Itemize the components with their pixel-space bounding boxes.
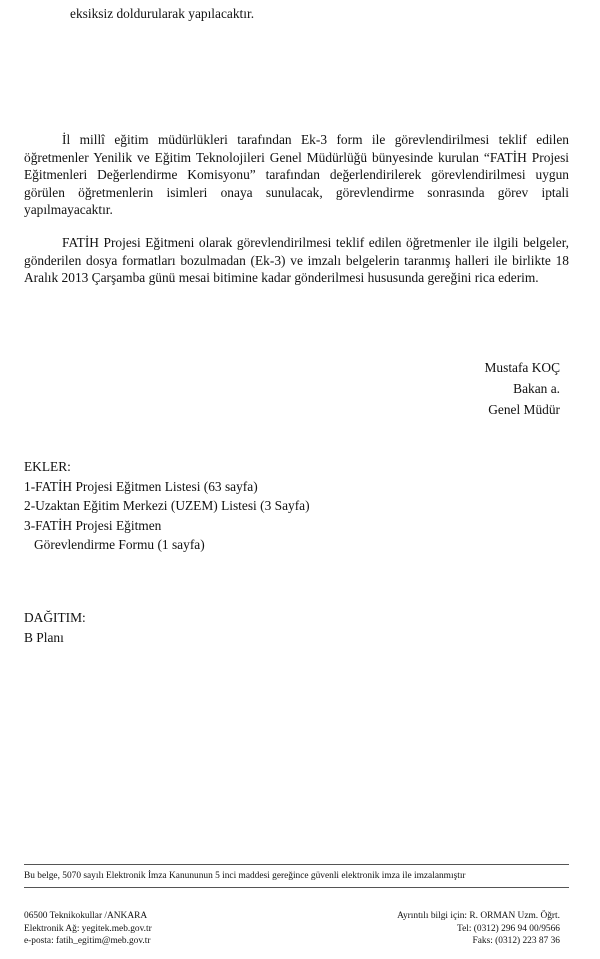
footer-divider-bottom xyxy=(24,887,569,888)
signatory-name: Mustafa KOÇ xyxy=(484,360,560,375)
footer-web: Elektronik Ağ: yegitek.meb.gov.tr xyxy=(24,923,152,934)
footer-phone: Tel: (0312) 296 94 00/9566 xyxy=(457,923,560,934)
footer-divider-top xyxy=(24,864,569,865)
signatory-title: Genel Müdür xyxy=(488,402,560,417)
footer-fax: Faks: (0312) 223 87 36 xyxy=(472,936,560,946)
signature-block xyxy=(485,357,561,420)
attachment-item: 3-FATİH Projesi Eğitmen xyxy=(24,517,162,533)
esign-notice: Bu belge, 5070 sayılı Elektronik İmza Kanununun 5 inci maddesi gereğince güvenli elektronik imza ile imzalanmıştır xyxy=(24,871,466,881)
paragraph-1-text: İl millî eğitim müdürlükleri tarafından Ek-3 form ile görevlendirilmesi teklif edilen öğretmenler Yenilik ve Eğitim Teknolojileri Genel Müdürlüğü bünyesinde kurulan “FATİH Projesi Eğitmenleri Değerlendirme Komisyonu” tarafından değerlendirilerek görevlendirilmesi uygun görülen öğretmenlerin isimleri onaya sunulacak, görevlendirme sonrasında görev iptali yapılmayacaktır. xyxy=(24,132,569,217)
footer-contact-block xyxy=(397,910,560,948)
footer-address: 06500 Teknikokullar /ANKARA xyxy=(24,911,148,921)
paragraph-2-text: FATİH Projesi Eğitmeni olarak görevlendirilmesi teklif edilen öğretmenler ile ilgili belgeler, gönderilen dosya formatları bozulmadan (Ek-3) ve imzalı belgelerin taranmış halleri ile birlikte 18 Aralık 2013 Çarşamba günü mesai bitimine kadar gönderilmesi hususunda gereğini rica ederim. xyxy=(24,235,569,285)
continued-text-line: eksiksiz doldurularak yapılacaktır. xyxy=(70,6,255,21)
body-paragraph-2 xyxy=(24,234,569,287)
footer-address-block xyxy=(24,910,152,948)
attachment-item: 1-FATİH Projesi Eğitmen Listesi (63 sayfa) xyxy=(24,478,258,494)
attachment-item: 2-Uzaktan Eğitim Merkezi (UZEM) Listesi (3 Sayfa) xyxy=(24,498,310,513)
distribution-value: B Planı xyxy=(24,629,64,645)
attachments-section xyxy=(24,457,310,555)
signatory-proxy: Bakan a. xyxy=(513,381,560,396)
distribution-section xyxy=(24,608,86,647)
attachment-item-continued: Görevlendirme Formu (1 sayfa) xyxy=(34,537,205,552)
footer-email: e-posta: fatih_egitim@meb.gov.tr xyxy=(24,936,151,946)
attachments-heading: EKLER: xyxy=(24,459,71,474)
body-paragraph-1 xyxy=(24,131,569,219)
distribution-heading: DAĞITIM: xyxy=(24,610,86,625)
footer-contact-person: Ayrıntılı bilgi için: R. ORMAN Uzm. Öğrt. xyxy=(397,911,560,921)
